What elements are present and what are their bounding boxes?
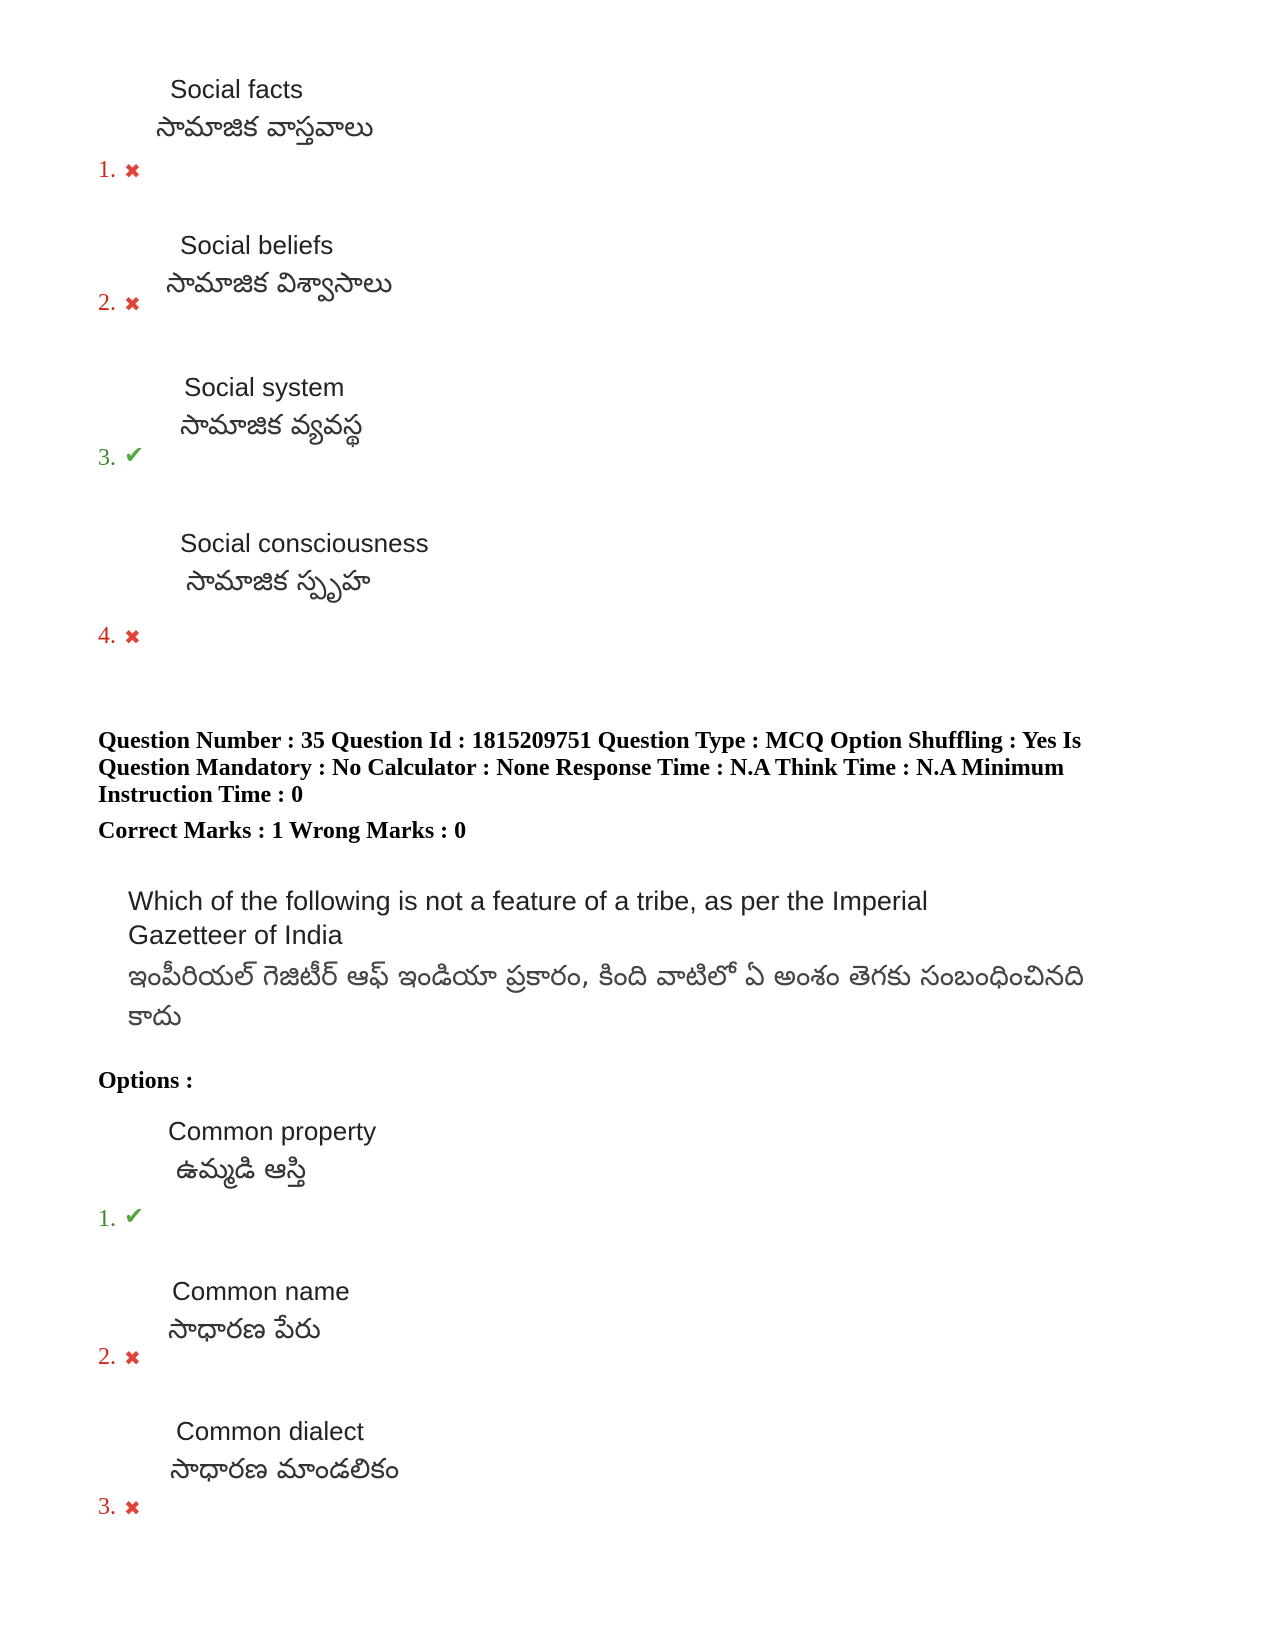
prev-option-2-number: 2. (98, 290, 116, 316)
option-2-marker (98, 1344, 141, 1371)
cross-icon: ✖ (124, 291, 141, 316)
option-2-english: Common name (172, 1276, 350, 1306)
check-icon: ✔ (124, 1201, 145, 1230)
question-marks: Correct Marks : 1 Wrong Marks : 0 (98, 818, 467, 844)
cross-icon: ✖ (124, 624, 141, 649)
question-text-telugu: ఇంపీరియల్ గెజిటీర్ ఆఫ్ ఇండియా ప్రకారం, కింది వాటిలో ఏ అంశం తెగకు సంబంధించినది కాదు (128, 959, 1084, 1032)
check-icon: ✔ (124, 440, 145, 469)
prev-option-1-marker (98, 157, 141, 184)
option-1-marker (98, 1201, 145, 1233)
option-3-telugu: సాధారణ మాండలికం (170, 1452, 400, 1485)
prev-option-1-english: Social facts (170, 74, 303, 104)
cross-icon: ✖ (124, 1345, 141, 1370)
prev-option-3-telugu: సామాజిక వ్యవస్థ (180, 408, 363, 441)
option-1-telugu: ఉమ్మడి ఆస్తి (176, 1152, 307, 1185)
prev-option-3-number: 3. (98, 445, 116, 471)
prev-option-1-telugu: సామాజిక వాస్తవాలు (156, 110, 374, 143)
options-label: Options : (98, 1068, 194, 1094)
prev-option-4-telugu: సామాజిక స్పృహ (186, 564, 371, 597)
prev-option-2-marker (98, 290, 141, 317)
prev-option-3-english: Social system (184, 372, 345, 402)
option-1-english: Common property (168, 1116, 377, 1146)
prev-option-2-english: Social beliefs (180, 230, 334, 260)
option-3-marker (98, 1494, 141, 1521)
prev-option-3-marker (98, 440, 145, 472)
prev-option-4-number: 4. (98, 623, 116, 649)
option-3-english: Common dialect (176, 1416, 364, 1446)
option-2-telugu: సాధారణ పేరు (168, 1312, 321, 1345)
prev-option-1-number: 1. (98, 157, 116, 183)
cross-icon: ✖ (124, 1495, 141, 1520)
prev-option-2-telugu: సామాజిక విశ్వాసాలు (166, 266, 393, 299)
prev-option-4-marker (98, 623, 141, 650)
prev-option-4-english: Social consciousness (180, 528, 429, 558)
option-2-number: 2. (98, 1344, 116, 1370)
question-text-english: Which of the following is not a feature of a tribe, as per the Imperial Gazetteer of India (128, 886, 928, 950)
option-3-number: 3. (98, 1494, 116, 1520)
option-1-number: 1. (98, 1206, 116, 1232)
question-meta: Question Number : 35 Question Id : 1815209751 Question Type : MCQ Option Shuffling : Yes Is Question Mandatory : No Calculator : None Response Time : N.A Think Time : N.A Minimum Instruction Time : 0 (98, 728, 1082, 808)
cross-icon: ✖ (124, 158, 141, 183)
